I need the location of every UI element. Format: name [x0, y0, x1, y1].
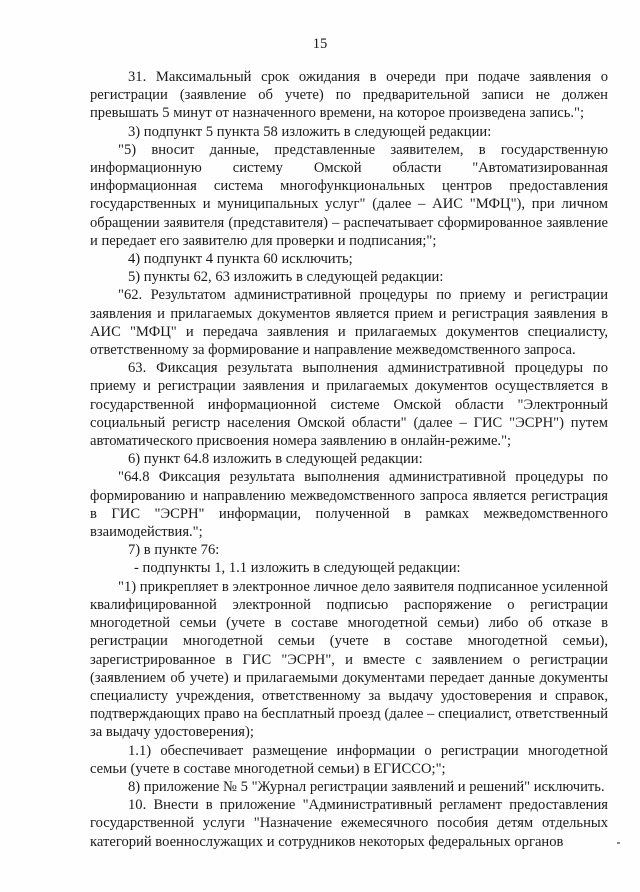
- paragraph-31: 31. Максимальный срок ожидания в очереди при подаче заявления о регистрации (заявление об учете) по предварительной записи не должен превышать 5 минут от назначенного времени, на которое произведена запись.";: [90, 69, 608, 122]
- page-number: 15: [312, 36, 328, 52]
- paragraph-subpoint-7: 7) в пункте 76:: [128, 542, 220, 559]
- paragraph-subpoint-6: 6) пункт 64.8 изложить в следующей редакции:: [128, 451, 423, 468]
- paragraph-quote-64-8: "64.8 Фиксация результата выполнения административной процедуры по формированию и направлению межведомственного запроса является регистрация в ГИС "ЭСРН" информации, полученной в рамках межведомственного взаимодействия.";: [90, 469, 608, 541]
- paragraph-quote-62: "62. Результатом административной процедуры по приему и регистрации заявления и прилагаемых документов является прием и регистрация заявления в АИС "МФЦ" и передача заявления и прилагаемых документов специалисту, ответственному за формирование и направление межведомственного запроса.: [90, 287, 608, 359]
- paragraph-63: 63. Фиксация результата выполнения административной процедуры по приему и регистрации заявления и прилагаемых документов осуществляется в государственной информационной системе Омской области "Электронный социальный регистр населения Омской области" (далее – ГИС "ЭСРН") путем автоматического присвоения номера заявлению в онлайн-режиме.";: [90, 360, 608, 450]
- paragraph-subpoint-3: 3) подпункт 5 пункта 58 изложить в следующей редакции:: [128, 123, 492, 140]
- paragraph-10: 10. Внести в приложение "Административный регламент предоставления государственной услуги "Назначение ежемесячного пособия детям отдельных категорий военнослужащих и сотрудников некоторых федеральных органов: [90, 797, 608, 850]
- scan-artifact: [617, 842, 620, 844]
- paragraph-1-1: 1.1) обеспечивает размещение информации о регистрации многодетной семьи (учете в составе многодетной семьи) в ЕГИССО;";: [90, 742, 608, 777]
- paragraph-subpoint-8: 8) приложение № 5 "Журнал регистрации заявлений и решений" исключить.: [128, 778, 605, 795]
- paragraph-subpoint-5: 5) пункты 62, 63 изложить в следующей редакции:: [128, 269, 444, 286]
- paragraph-dash-subpoints: - подпункты 1, 1.1 изложить в следующей редакции:: [134, 560, 461, 577]
- paragraph-quote-5: "5) вносит данные, представленные заявителем, в государственную информационную систему Омской области "Автоматизированная информационная система многофункциональных центров предоставления государственных и муниципальных услуг" (далее – АИС "МФЦ"), при личном обращении заявителя (представителя) – распечатывает сформированное заявление и передает его заявителю для проверки и подписания;";: [90, 141, 608, 249]
- paragraph-subpoint-4: 4) подпункт 4 пункта 60 исключить;: [128, 251, 353, 268]
- document-body: [90, 68, 608, 851]
- paragraph-quote-1: "1) прикрепляет в электронное личное дело заявителя подписанное усиленной квалифицированной электронной подписью распоряжение о регистрации многодетной семьи (учете в составе многодетной семьи) либо об отказе в регистрации многодетной семьи (учете в составе многодетной семьи), зарегистрированное в ГИС "ЭСРН", и вместе с заявлением о регистрации (заявлением об учете) и прилагаемыми документами передает данные документы специалисту учреждения, ответственному за выдачу удостоверения и справок, подтверждающих право на бесплатный проезд (далее – специалист, ответственный за выдачу удостоверения);: [90, 578, 608, 741]
